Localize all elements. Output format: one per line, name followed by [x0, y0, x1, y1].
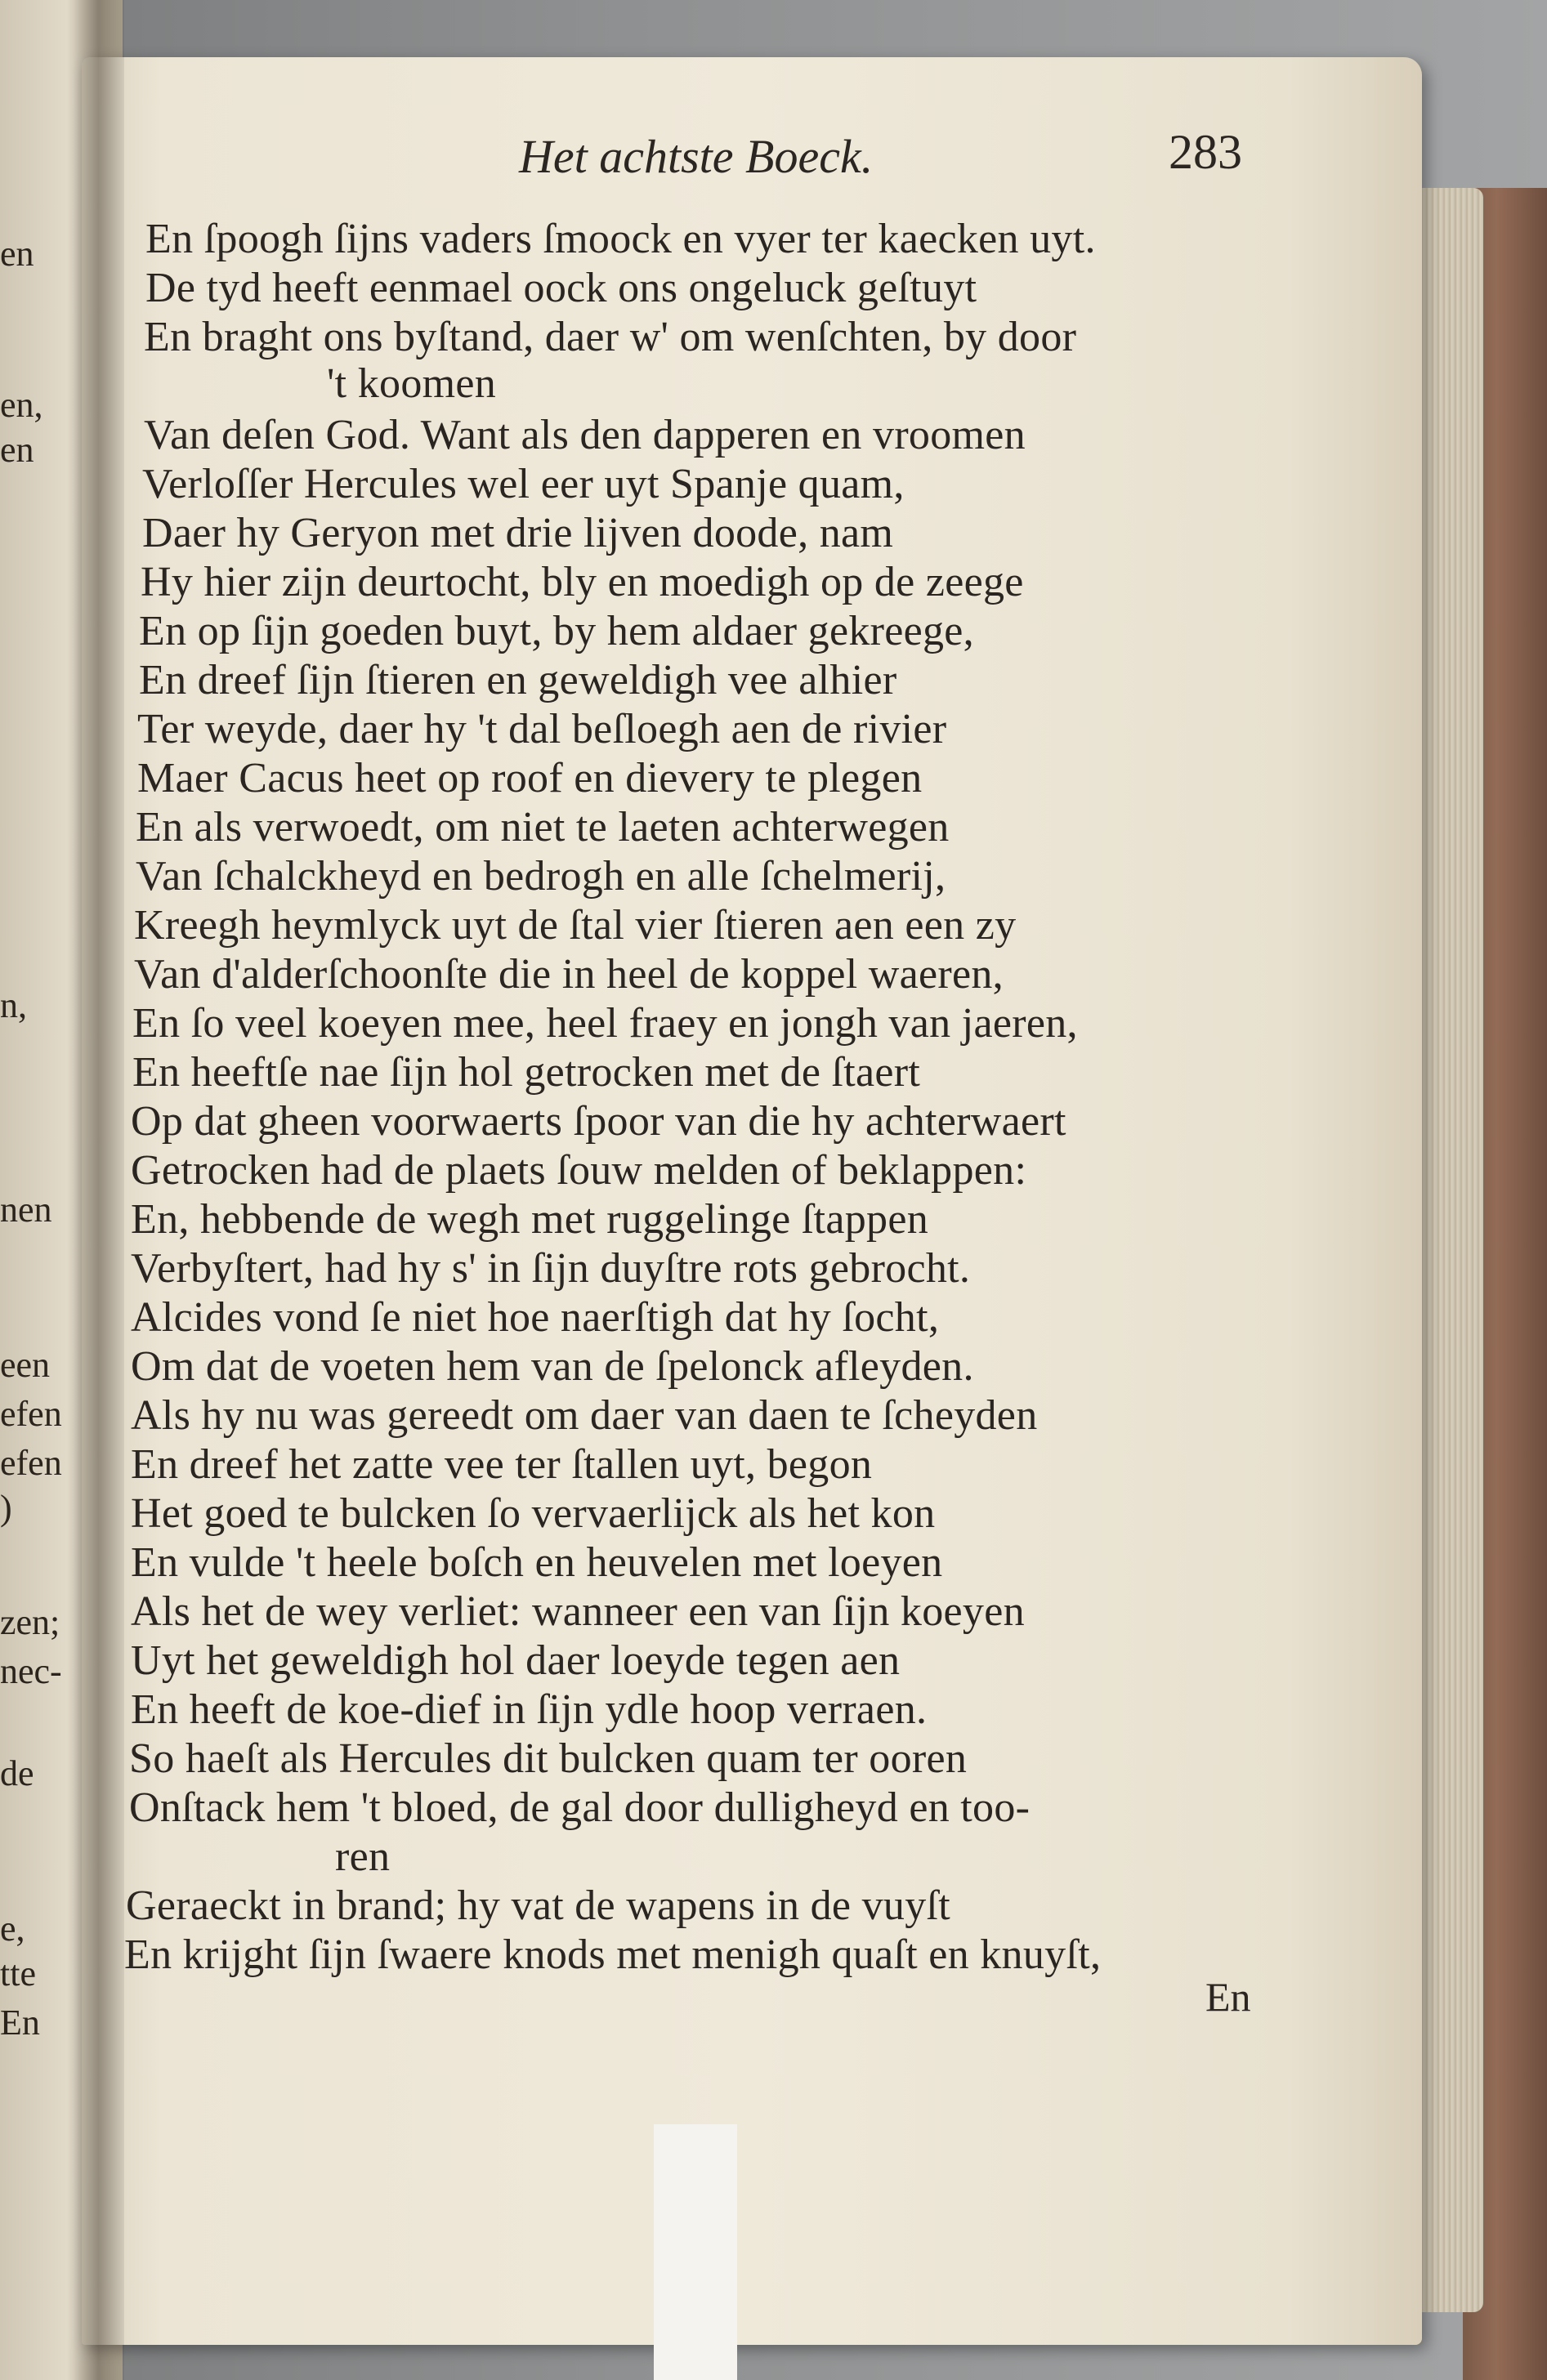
verse-line: Op dat gheen voorwaerts ſpoor van die hy achterwaert: [131, 1098, 1066, 1145]
verse-line: So haeſt als Hercules dit bulcken quam ter ooren: [129, 1735, 968, 1782]
verse-line: Verbyſtert, had hy s' in ſijn duyſtre rots gebrocht.: [131, 1245, 971, 1292]
catchword: En: [1205, 1974, 1251, 2020]
left-fragment: n,: [0, 985, 27, 1025]
left-fragment: nen: [0, 1190, 52, 1230]
verse-line: Verloſſer Hercules wel eer uyt Spanje quam,: [142, 461, 905, 507]
verse-line: En dreef ſijn ſtieren en geweldigh vee alhier: [139, 657, 897, 703]
verse-line: Kreegh heymlyck uyt de ſtal vier ſtieren aen een zy: [134, 902, 1017, 949]
verse-line: Uyt het geweldigh hol daer loeyde tegen aen: [131, 1637, 901, 1684]
verse-line: Daer hy Geryon met drie lijven doode, nam: [142, 510, 894, 556]
verse-line: Om dat de voeten hem van de ſpelonck afleyden.: [131, 1343, 974, 1390]
verse-line: En als verwoedt, om niet te laeten achterwegen: [136, 804, 950, 851]
gutter-shadow: [67, 0, 124, 2380]
verse-line: En heeft de koe-dief in ſijn ydle hoop verraen.: [131, 1686, 928, 1733]
verse-line: Van deſen God. Want als den dapperen en vroomen: [144, 412, 1026, 458]
left-fragment: en: [0, 234, 34, 274]
verse-line: En ſpoogh ſijns vaders ſmoock en vyer ter kaecken uyt.: [145, 216, 1096, 262]
left-fragment: efen: [0, 1443, 62, 1483]
verse-line: En heeftſe nae ſijn hol getrocken met de ſtaert: [132, 1049, 921, 1096]
left-fragment: e,: [0, 1909, 25, 1949]
left-fragment: efen: [0, 1394, 62, 1434]
left-fragment: nec-: [0, 1651, 62, 1691]
verse-line: Het goed te bulcken ſo vervaerlijck als het kon: [131, 1490, 936, 1537]
running-head: Het achtste Boeck.: [519, 130, 874, 183]
verse-line: En ſo veel koeyen mee, heel fraey en jongh van jaeren,: [132, 1000, 1078, 1047]
page-number: 283: [1169, 125, 1242, 179]
verse-line: En op ſijn goeden buyt, by hem aldaer gekreege,: [139, 608, 974, 654]
verse-line: Als het de wey verliet: wanneer een van ſijn koeyen: [131, 1588, 1025, 1635]
verse-line: En krijght ſijn ſwaere knods met menigh quaſt en knuyſt,: [124, 1931, 1102, 1978]
verse-line: Alcides vond ſe niet hoe naerſtigh dat hy ſocht,: [131, 1294, 940, 1341]
left-fragment: ): [0, 1488, 12, 1528]
left-fragment: En: [0, 2003, 40, 2043]
verse-line: Ter weyde, daer hy 't dal beſloegh aen de rivier: [137, 706, 947, 752]
left-fragment: tte: [0, 1954, 36, 1994]
redaction-patch: [654, 2124, 737, 2380]
verse-line: Onſtack hem 't bloed, de gal door dulligheyd en too-: [129, 1784, 1031, 1831]
left-fragment: de: [0, 1753, 34, 1793]
verse-line: En vulde 't heele boſch en heuvelen met loeyen: [131, 1539, 943, 1586]
verse-line: Maer Cacus heet op roof en dievery te plegen: [137, 755, 923, 802]
left-fragment: en,: [0, 385, 43, 425]
verse-line: 't koomen: [327, 360, 497, 407]
left-fragment: zen;: [0, 1602, 60, 1642]
verse-line: En, hebbende de wegh met ruggelinge ſtappen: [131, 1196, 929, 1243]
verse-line: Geraeckt in brand; hy vat de wapens in de vuyſt: [126, 1882, 951, 1929]
verse-line: De tyd heeft eenmael oock ons ongeluck geſtuyt: [145, 265, 977, 311]
verse-line: En dreef het zatte vee ter ſtallen uyt, begon: [131, 1441, 873, 1488]
verse-line: Van d'alderſchoonſte die in heel de koppel waeren,: [134, 951, 1004, 998]
verse-line: Van ſchalckheyd en bedrogh en alle ſchelmerij,: [136, 853, 946, 900]
verse-line: Als hy nu was gereedt om daer van daen te ſcheyden: [131, 1392, 1038, 1439]
verse-line: ren: [335, 1833, 391, 1880]
verse-line: Hy hier zijn deurtocht, bly en moedigh op de zeege: [141, 559, 1024, 605]
verse-line: En braght ons byſtand, daer w' om wenſchten, by door: [144, 314, 1077, 360]
left-fragment: en: [0, 430, 34, 470]
verse-line: Getrocken had de plaets ſouw melden of beklappen:: [131, 1147, 1027, 1194]
left-fragment: een: [0, 1345, 51, 1385]
